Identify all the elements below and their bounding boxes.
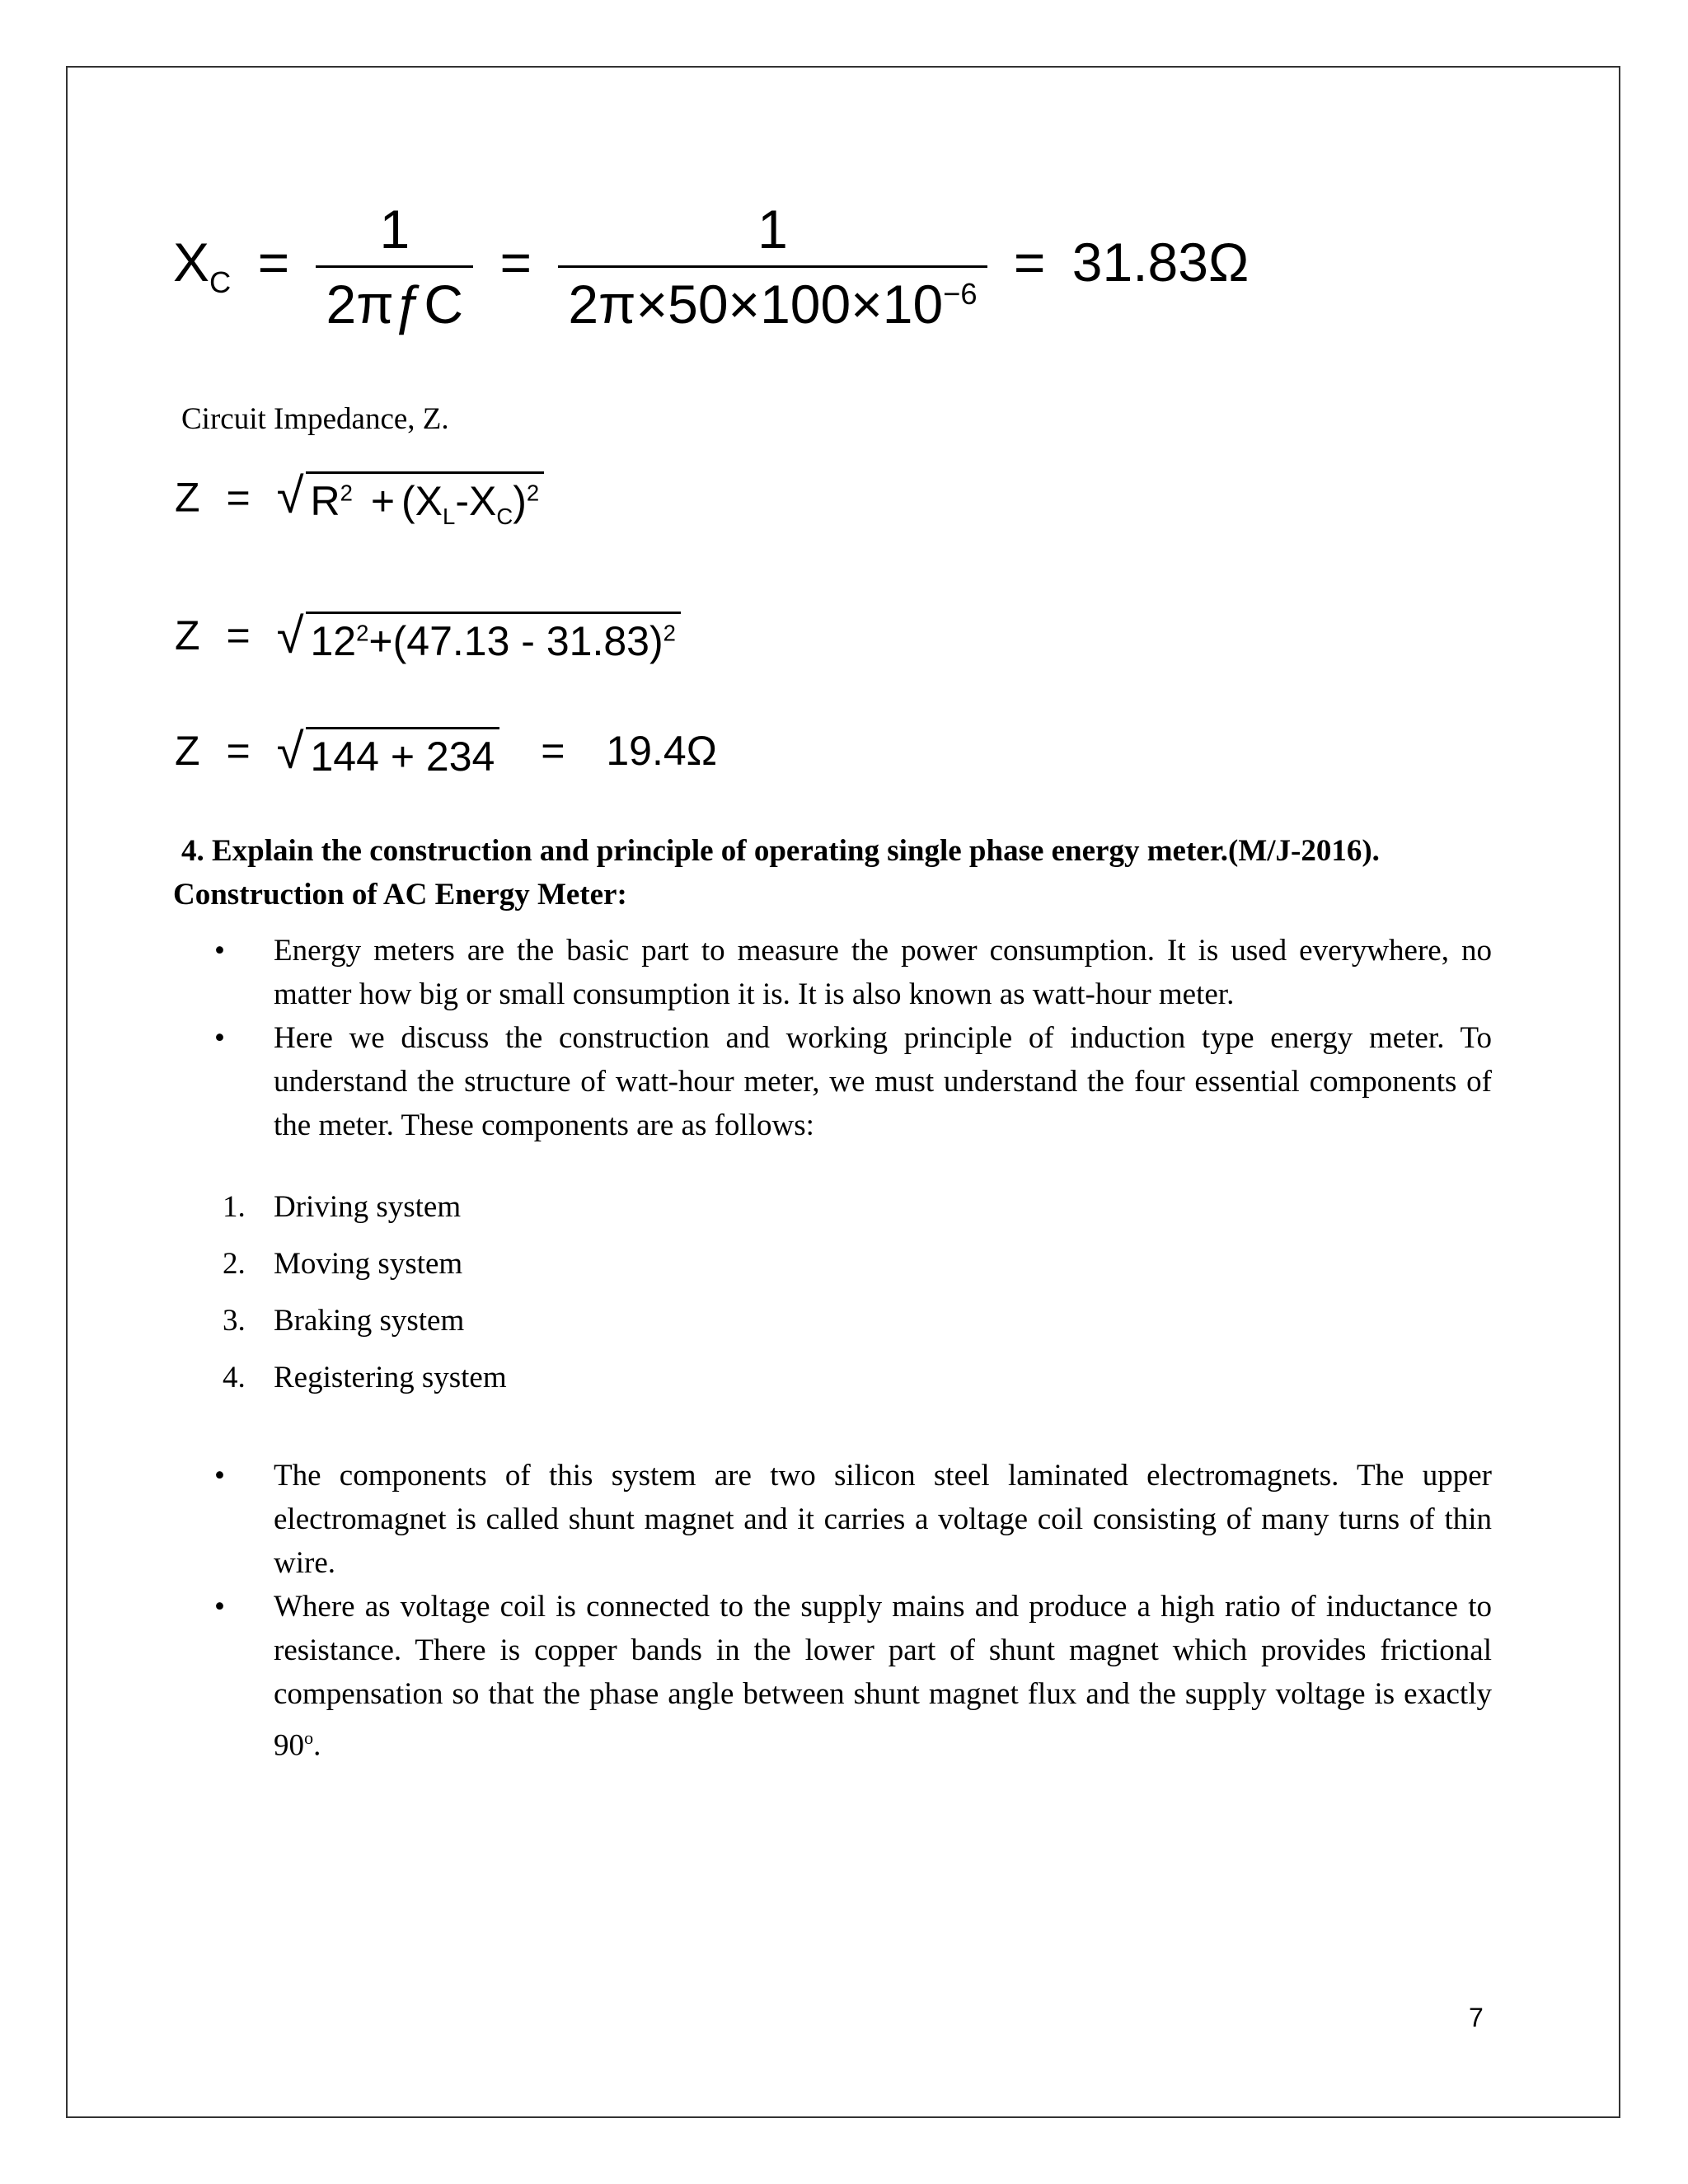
components-list: [214, 1185, 507, 1413]
equation-z1: Z = √ $R^2 + (X_L-X_C)^2$: [175, 471, 544, 530]
list-item: 3. Braking system: [223, 1304, 465, 1338]
equals-sign: =: [257, 231, 290, 293]
z-result: 19.4Ω: [606, 728, 718, 774]
list-item: 2. Moving system: [223, 1247, 463, 1281]
equation-z2: Z = √ $12^2+(47.13 - 31.83)^2$: [175, 612, 681, 665]
page-number: 7: [1469, 2003, 1484, 2032]
question-heading: 4. Explain the construction and principle of operating single phase energy meter.(M/J-2016).: [181, 834, 1380, 868]
equation-xc: [173, 198, 1249, 335]
fraction-2: $\frac{1}{2\pi\times 50\times 100\times 10^{-6}}$: [558, 198, 987, 335]
list-item: 1. Driving system: [223, 1190, 462, 1224]
fraction-1: $\frac{1}{\text{2πƒC}}$: [316, 198, 473, 335]
square-root: √ $R^2 + (X_L-X_C)^2$: [277, 471, 545, 530]
list-item: • Where as voltage coil is connected to the supply mains and produce a high ratio of inductance to resistance. There is copper bands in the lower part of shunt magnet which provides frictional compensation so that the phase angle between shunt magnet flux and the supply voltage is exactly 90$^o$.: [214, 1590, 1492, 1763]
section-heading: Construction of AC Energy Meter:: [173, 878, 627, 912]
list-item: • The components of this system are two silicon steel laminated electromagnets. The upper electromagnet is called shunt magnet and it carries a voltage coil consisting of many turns of thin wire.: [214, 1459, 1492, 1580]
impedance-label: Circuit Impedance, Z.: [181, 402, 449, 436]
square-root: √ 144 + 234: [277, 727, 500, 780]
xc-symbol: $X_C$: [173, 231, 232, 300]
list-item: 4. Registering system: [223, 1361, 507, 1394]
bullet-list-details: [214, 1454, 1492, 1767]
xc-result: 31.83Ω: [1071, 231, 1250, 293]
list-item: • Energy meters are the basic part to measure the power consumption. It is used everywhere, no matter how big or small consumption it is. It is also known as watt-hour meter.: [214, 934, 1492, 1011]
equals-sign: =: [1013, 231, 1046, 293]
square-root: √ $12^2+(47.13 - 31.83)^2$: [277, 612, 681, 665]
equation-z3: Z = √ 144 + 234 = 19.4Ω: [175, 724, 718, 780]
list-item: • Here we discuss the construction and working principle of induction type energy meter. To understand the structure of watt-hour meter, we must understand the four essential components of the meter. These components are as follows:: [214, 1021, 1492, 1142]
equals-sign: =: [499, 231, 532, 293]
bullet-list-intro: [214, 929, 1492, 1147]
